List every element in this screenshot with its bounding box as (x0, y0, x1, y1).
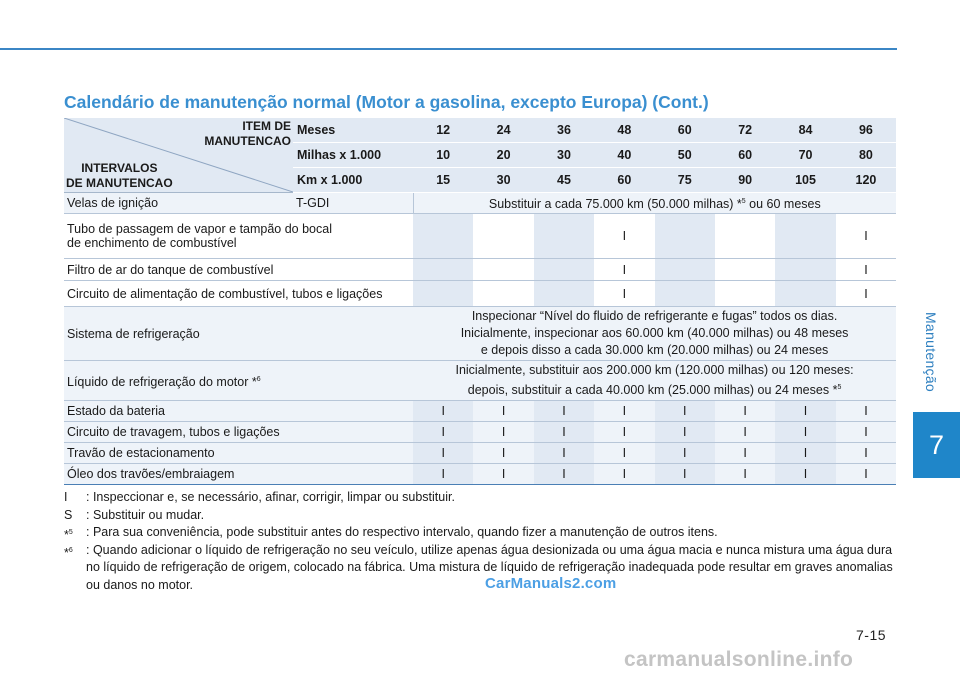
row-item-label: Velas de ignição (64, 193, 293, 214)
page-number: 7-15 (856, 627, 887, 643)
footnote-text: : Inspeccionar e, se necessário, afinar, corrigir, limpar ou substituir. (86, 490, 455, 504)
interval-cell: I (715, 443, 775, 464)
watermark: CarManuals2.com (485, 575, 617, 592)
footnote (64, 524, 894, 542)
maintenance-table (64, 118, 896, 485)
interval-text-line: Inicialmente, substituir aos 200.000 km (120.000 milhas) ou 120 meses: (455, 363, 854, 378)
interval-cell: I (594, 464, 654, 485)
header-value: 60 (715, 143, 775, 168)
interval-text: depois, substituir a cada 40.000 km (25.000 milhas) ou 24 meses * (467, 383, 838, 398)
row-item-label: Sistema de refrigeração (64, 307, 413, 361)
interval-cell: I (413, 422, 473, 443)
header-value: 45 (534, 168, 594, 193)
interval-cell (534, 281, 594, 307)
interval-cell (775, 214, 835, 259)
header-value: 36 (534, 118, 594, 143)
interval-cell (715, 281, 775, 307)
interval-text-line: Inspecionar “Nível do fluido de refrigerante e fugas” todos os dias. (471, 309, 838, 324)
side-chapter-label-text: Manutenção (923, 311, 939, 393)
interval-cell: I (413, 464, 473, 485)
interval-cell: I (836, 214, 896, 259)
table-row (64, 464, 896, 485)
footnote-key: *$^5$ (64, 528, 73, 543)
side-chapter-label (908, 298, 954, 406)
interval-cell: I (836, 281, 896, 307)
interval-cell: I (594, 214, 654, 259)
interval-cell (413, 214, 473, 259)
corner-label-item (204, 119, 291, 149)
row-item-label (64, 259, 413, 281)
interval-text-cell (413, 307, 896, 361)
header-value: 90 (715, 168, 775, 193)
interval-cell (473, 259, 533, 281)
interval-text-line (413, 379, 896, 399)
interval-cell (655, 259, 715, 281)
header-value: 48 (594, 118, 654, 143)
footnote-key-sup: 6 (68, 546, 73, 554)
interval-cell: I (775, 464, 835, 485)
row-item-label-line: Circuito de travagem, tubos e ligações (67, 425, 280, 440)
corner-label-item-line: ITEM DE (242, 119, 291, 133)
table-row (64, 401, 896, 422)
footnote-key: S (64, 507, 73, 522)
interval-cell: I (836, 259, 896, 281)
table-row (64, 259, 896, 281)
header-value: 12 (413, 118, 473, 143)
row-item-label (64, 361, 413, 401)
interval-cell: I (473, 464, 533, 485)
header-value: 30 (473, 168, 533, 193)
header-row-meses (64, 118, 896, 143)
interval-cell: I (594, 259, 654, 281)
header-label: Km x 1.000 (293, 168, 413, 193)
footer-site-watermark: carmanualsonline.info (624, 648, 854, 671)
row-item-label (64, 281, 413, 307)
interval-cell (534, 259, 594, 281)
interval-text-line: e depois disso a cada 30.000 km (20.000 milhas) ou 24 meses (480, 343, 829, 358)
interval-cell (715, 214, 775, 259)
header-value: 50 (655, 143, 715, 168)
interval-cell: I (715, 401, 775, 422)
interval-cell: I (655, 464, 715, 485)
header-value: 80 (836, 143, 896, 168)
interval-cell (775, 259, 835, 281)
table-row (64, 422, 896, 443)
interval-cell: I (655, 422, 715, 443)
table-row (64, 443, 896, 464)
interval-text: Substituir a cada 75.000 km (50.000 milhas) * (488, 197, 742, 212)
header-value: 96 (836, 118, 896, 143)
header-value: 84 (775, 118, 835, 143)
header-value: 15 (413, 168, 473, 193)
table-row (64, 214, 896, 259)
interval-cell: I (775, 401, 835, 422)
interval-cell: I (836, 443, 896, 464)
header-value: 70 (775, 143, 835, 168)
corner-label-intervals (66, 161, 173, 191)
footnote-ref: 5 (837, 384, 842, 392)
corner-label-item-line: MANUTENCAO (204, 134, 291, 148)
interval-text-line: Inicialmente, inspecionar aos 60.000 km (40.000 milhas) ou 48 meses (460, 326, 849, 341)
interval-cell: I (594, 401, 654, 422)
interval-cell: I (775, 443, 835, 464)
footnote (64, 489, 894, 507)
table-row-liquido (64, 361, 896, 401)
interval-cell: I (473, 443, 533, 464)
header-value: 40 (594, 143, 654, 168)
interval-text-cell (413, 193, 896, 214)
interval-cell: I (473, 422, 533, 443)
interval-cell: I (836, 464, 896, 485)
top-rule (0, 48, 897, 50)
interval-cell (473, 281, 533, 307)
interval-cell: I (534, 464, 594, 485)
footnote-text: : Para sua conveniência, pode substituir antes do respectivo intervalo, quando fizer a manutenção de outros itens. (86, 525, 718, 539)
interval-cell: I (715, 422, 775, 443)
header-value: 120 (836, 168, 896, 193)
interval-cell: I (534, 443, 594, 464)
interval-cell: I (594, 443, 654, 464)
interval-cell: I (775, 422, 835, 443)
chapter-tab: 7 (913, 412, 960, 478)
footnote-key: I (64, 490, 68, 504)
table-row (64, 281, 896, 307)
row-item-label-line: Óleo dos travões/embraiagem (67, 467, 235, 482)
row-item-label-text: Líquido de refrigeração do motor * (67, 374, 257, 389)
interval-cell: I (534, 401, 594, 422)
row-item-label (64, 443, 413, 464)
header-value: 24 (473, 118, 533, 143)
row-item-label-line: Estado da bateria (67, 404, 165, 419)
row-item-label-line: Travão de estacionamento (67, 446, 215, 461)
row-item-label-line: Filtro de ar do tanque de combustível (67, 262, 274, 277)
interval-cell (534, 214, 594, 259)
header-value: 60 (655, 118, 715, 143)
header-value: 20 (473, 143, 533, 168)
interval-text-cell (413, 361, 896, 401)
interval-text: ou 60 meses (745, 197, 821, 212)
interval-cell (655, 214, 715, 259)
row-item-label-line: Circuito de alimentação de combustível, tubos e ligações (67, 286, 383, 301)
interval-cell: I (836, 401, 896, 422)
footnotes (64, 489, 894, 594)
interval-cell: I (594, 422, 654, 443)
header-label: Meses (293, 118, 413, 143)
footnote-text: : Quando adicionar o líquido de refrigeração no seu veículo, utilize apenas água desionizada ou uma água macia e nunca mistura uma água dura no líquido de refrigeração de origem, colocado na fábrica. Uma mistura de líquido de refrigeração inadequada pode resultar em graves anomalias ou danos no motor. (86, 542, 893, 592)
interval-cell: I (413, 401, 473, 422)
table-row-velas (64, 193, 896, 214)
row-item-label-line: de enchimento de combustível (67, 236, 237, 251)
row-item-label (64, 464, 413, 485)
section-title: Calendário de manutenção normal (Motor a gasolina, excepto Europa) (Cont.) (64, 92, 709, 112)
row-item-label (64, 422, 413, 443)
corner-label-intervals-line: INTERVALOS (81, 161, 158, 175)
interval-cell: I (594, 281, 654, 307)
interval-cell: I (655, 401, 715, 422)
interval-cell (655, 281, 715, 307)
footnote-ref: 6 (256, 375, 261, 383)
corner-label-intervals-line: DE MANUTENCAO (66, 176, 173, 190)
footnote (64, 507, 894, 525)
row-item-label (64, 214, 413, 259)
interval-cell (413, 259, 473, 281)
interval-cell (715, 259, 775, 281)
footnote-key-sup: 5 (68, 529, 73, 536)
header-label: Milhas x 1.000 (293, 143, 413, 168)
header-value: 75 (655, 168, 715, 193)
interval-cell (775, 281, 835, 307)
header-value: 72 (715, 118, 775, 143)
row-item-label-line: Tubo de passagem de vapor e tampão do bocal (67, 222, 332, 237)
row-item-label (64, 401, 413, 422)
interval-cell: I (413, 443, 473, 464)
interval-cell: I (836, 422, 896, 443)
footnote-key: *$^6$ (64, 545, 73, 560)
footnote-text: : Substituir ou mudar. (86, 507, 205, 522)
interval-cell: I (534, 422, 594, 443)
interval-cell (473, 214, 533, 259)
interval-cell: I (473, 401, 533, 422)
header-value: 30 (534, 143, 594, 168)
table-row-refrigeracao (64, 307, 896, 361)
interval-cell (413, 281, 473, 307)
header-value: 105 (775, 168, 835, 193)
footnote (64, 542, 894, 595)
table-corner-header (64, 118, 293, 193)
header-value: 60 (594, 168, 654, 193)
footnote-ref: 5 (741, 198, 746, 205)
header-value: 10 (413, 143, 473, 168)
interval-cell: I (715, 464, 775, 485)
engine-type-cell: T-GDI (293, 193, 413, 214)
interval-cell: I (655, 443, 715, 464)
